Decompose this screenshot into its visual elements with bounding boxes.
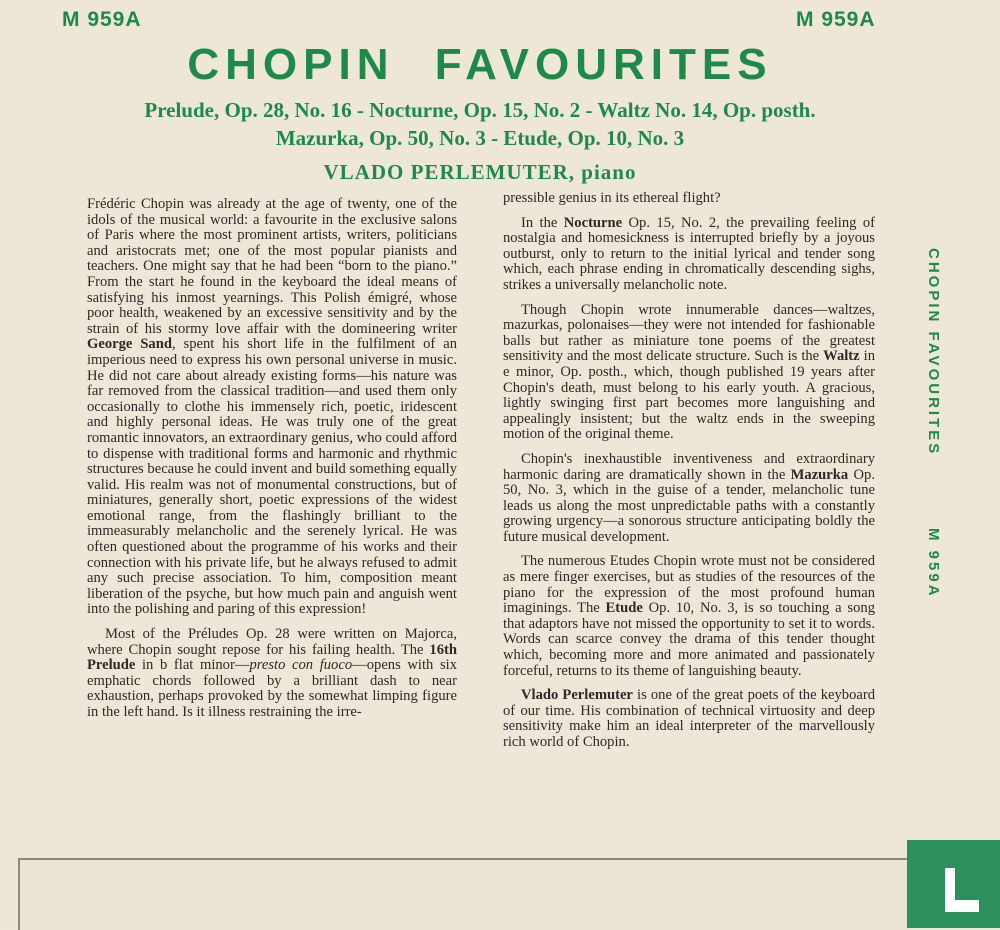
liner-paragraph bbox=[503, 554, 875, 679]
text-run: pressible genius in its ethereal flight? bbox=[503, 190, 721, 206]
text-run: Most of the Préludes Op. 28 were written on Majorca, where Chopin sought repose for his failing health. The bbox=[87, 626, 457, 658]
text-run: in b flat minor— bbox=[135, 657, 250, 674]
text-run: , spent his short life in the fulfilment of an imperious need to express his own personal universe in music. He did not care about already existing forms—his nature was far removed from the classical tradition—and used them only occasionally to clothe his immensely rich, poetic, iridescent and highly personal ideas. He was truly one of the great romantic innovators, an extraordinary genius, who could afford to dispense with traditional forms and harmonic and rhythmic structures because he could invent and build something equally valid. His realm was not of monumental constructions, but of miniatures, generally short, poetic expressions of the widest emotional range, from the flashingly brilliant to the immeasurably melancholic and the serenely lyrical. He was often questioned about the programme of his works and their connection with his private life, but he always refused to admit any such precise association. To him, composition meant liberation of the psyche, but how much pain and anguish went into the polishing and paring of this expression! bbox=[87, 336, 457, 618]
track-list-line-1: Prelude, Op. 28, No. 16 - Nocturne, Op. 15, No. 2 - Waltz No. 14, Op. posth. bbox=[144, 98, 816, 122]
text-run: Op. 10, No. 3, is so touching a song that adaptors have not missed the opportunity to set it to words. Words can scarce convey the drama of this tender thought which, becoming more and more animated and passionately forceful, returns to its theme of languishing beauty. bbox=[503, 600, 875, 679]
catalog-number-right: M 959A bbox=[796, 8, 876, 31]
track-list-line-2: Mazurka, Op. 50, No. 3 - Etude, Op. 10, No. 3 bbox=[275, 126, 685, 150]
text-run: Op. 50, No. 3, which in the guise of a tender, melancholic tune leads us along the most unpredictable paths with a constantly growing urgency—a sonorous structure anticipating boldly the future musical development. bbox=[503, 466, 875, 545]
liner-paragraph bbox=[503, 688, 875, 750]
spine-catalog-number: M 959A bbox=[925, 528, 942, 599]
text-run: The numerous Etudes Chopin wrote must not be considered as mere finger exercises, but as studies of the resources of the piano for the expression of the most profound human imaginings. The bbox=[503, 553, 875, 617]
liner-paragraph bbox=[87, 197, 457, 618]
bold-run: Mazurka bbox=[790, 466, 849, 483]
liner-paragraph bbox=[503, 191, 875, 207]
album-title: CHOPIN FAVOURITES bbox=[187, 40, 773, 89]
bold-run: 16th Prelude bbox=[87, 641, 457, 674]
liner-paragraph bbox=[87, 627, 457, 721]
text-run: Chopin's inexhaustible inventiveness and extraordinary harmonic daring are dramatically shown in the bbox=[503, 450, 875, 483]
bold-run: Nocturne bbox=[563, 214, 623, 231]
sleeve-flap bbox=[18, 858, 910, 930]
liner-paragraph bbox=[503, 452, 875, 546]
bold-run: George Sand bbox=[87, 336, 172, 353]
text-run: in e minor, Op. posth., which, though published 19 years after Chopin's death, must belong to his early youth. A gracious, lightly swinging first part becomes more languishing and appealingly insistent; but the waltz ends in the sweeping motion of the original theme. bbox=[503, 348, 875, 443]
bold-run: Vlado Perlemuter bbox=[521, 687, 633, 704]
text-run: Though Chopin wrote innumerable dances—waltzes, mazurkas, polonaises—they were not intended for fashionable balls but rather as miniature tone poems of the greatest sensitivity and the most delicate structure. Such is the bbox=[503, 301, 875, 365]
catalog-number-left: M 959A bbox=[62, 8, 142, 31]
liner-notes-right-column bbox=[503, 191, 875, 760]
liner-notes-left-column bbox=[87, 197, 457, 730]
spine-title: CHOPIN FAVOURITES bbox=[925, 248, 942, 457]
text-run: In the bbox=[521, 214, 564, 231]
text-run: Frédéric Chopin was already at the age of twenty, one of the idols of the musical world: a favourite in the exclusive salons of Paris where the most prominent artists, writers, politicians and aristocrats met; one of the most popular pianists and teachers. One might say that he had been “born to the piano.” From the start he found in the keyboard the ideal means of satisfying his inmost yearnings. This Polish émigré, whose poor health, weakened by an excessive sensitivity and by the strain of his stormy love affair with the domineering writer bbox=[87, 196, 457, 337]
italic-run: presto con fuoco bbox=[249, 657, 353, 674]
bold-run: Waltz bbox=[823, 348, 860, 365]
liner-paragraph bbox=[503, 216, 875, 294]
logo-shape-cutout bbox=[955, 868, 979, 900]
text-run: —opens with six emphatic chords followed by a brilliant dash to near exhaustion, perhaps provoked by the somewhat limping figure in the left hand. Is it illness restraining the irre- bbox=[87, 657, 457, 720]
performer-credit: VLADO PERLEMUTER, piano bbox=[323, 160, 637, 184]
bold-run: Etude bbox=[605, 600, 643, 617]
liner-paragraph bbox=[503, 303, 875, 443]
text-run: Op. 15, No. 2, the prevailing feeling of nostalgia and homesickness is interrupted briefly by a joyous outburst, only to return to the initial lyrical and tender song which, each phrase ending in chromatically descending sighs, strikes a universally melancholic note. bbox=[503, 214, 875, 293]
text-run: is one of the great poets of the keyboard of our time. His combination of technical virtuosity and deep sensitivity make him an ideal interpreter of the marvellously rich world of Chopin. bbox=[503, 687, 875, 750]
label-logo-icon bbox=[907, 840, 1000, 928]
